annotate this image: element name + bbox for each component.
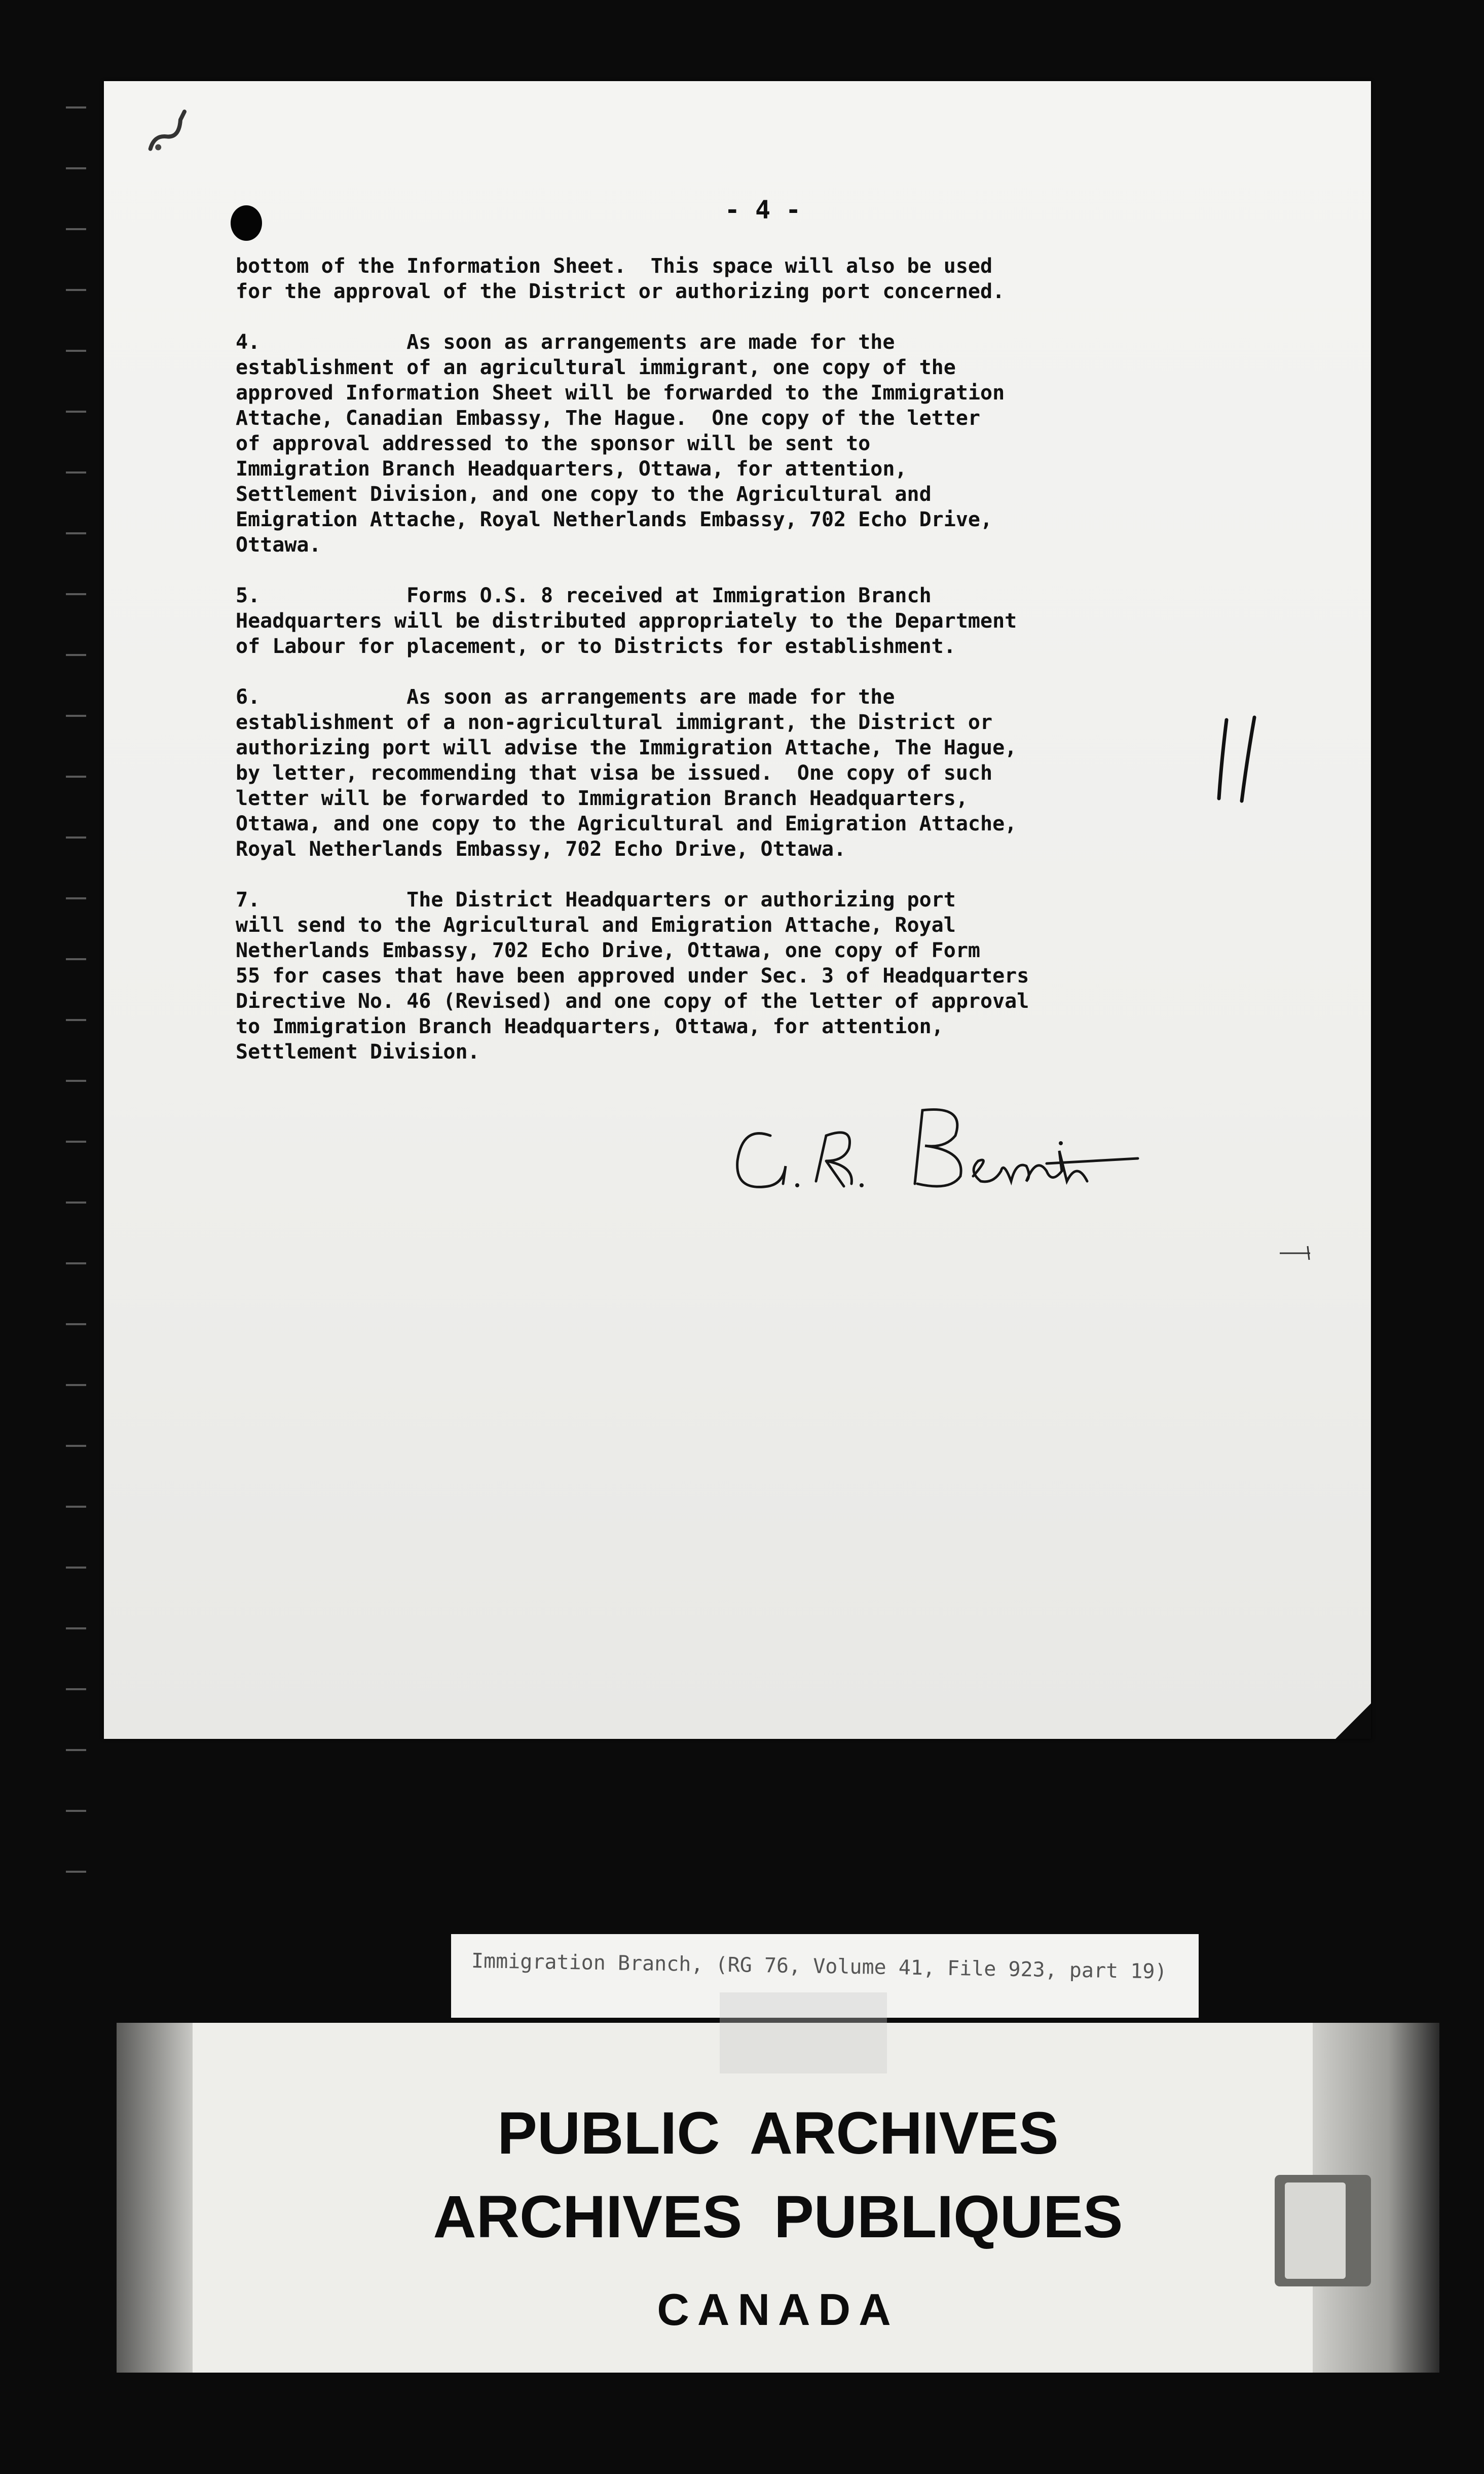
archive-title-french: ARCHIVES PUBLIQUES <box>433 2184 1123 2250</box>
page-fold <box>1335 1703 1371 1739</box>
edge-mark <box>66 106 86 108</box>
edge-mark <box>66 897 86 899</box>
margin-tick-icon <box>1280 1242 1320 1262</box>
edge-mark <box>66 532 86 534</box>
edge-mark <box>66 1445 86 1447</box>
edge-mark <box>66 289 86 291</box>
edge-mark <box>66 1506 86 1508</box>
edge-mark <box>66 167 86 169</box>
edge-mark <box>66 1688 86 1690</box>
edge-mark <box>66 715 86 717</box>
signature <box>722 1095 1148 1217</box>
reference-text: Immigration Branch, (RG 76, Volume 41, File 923, part 19) <box>471 1949 1167 1984</box>
paragraph-continuation: bottom of the Information Sheet. This space will also be used for the approval of the District or authorizing port concerned. <box>236 254 1005 303</box>
edge-mark <box>66 1384 86 1386</box>
tape-strip <box>720 1992 887 2073</box>
edge-mark <box>66 958 86 960</box>
edge-mark <box>66 1262 86 1264</box>
ink-smudge-icon <box>138 105 201 159</box>
edge-mark <box>66 228 86 230</box>
document-page <box>104 81 1371 1739</box>
handwritten-tick-icon <box>1209 710 1265 806</box>
edge-mark <box>66 350 86 352</box>
paragraph-6: 6. As soon as arrangements are made for the establishment of a non-agricultural immigrant, the District or authorizing port will advise the Immigration Attache, The Hague, by letter, recommending that visa be issued. One copy of such letter will be forwarded to Immigration Branch Headquarters, Ottawa, and one copy to the Agricultural and Emigration Attache, Royal Netherlands Embassy, 702 Echo Drive, Ottawa. <box>236 685 1017 861</box>
edge-mark <box>66 1323 86 1325</box>
edge-mark <box>66 593 86 595</box>
edge-mark <box>66 1810 86 1812</box>
edge-mark <box>66 1627 86 1629</box>
edge-mark <box>66 1749 86 1751</box>
edge-mark <box>66 1871 86 1873</box>
paragraph-7: 7. The District Headquarters or authorizing port will send to the Agricultural and Emigration Attache, Royal Netherlands Embassy, 702 Echo Drive, Ottawa, one copy of Form 55 for cases that have been approved under Sec. 3 of Headquarters Directive No. 46 (Revised) and one copy of the letter of approval to Immigration Branch Headquarters, Ottawa, for attention, Settlement Division. <box>236 888 1029 1064</box>
paragraph-4: 4. As soon as arrangements are made for the establishment of an agricultural immigrant, one copy of the approved Information Sheet will be forwarded to the Immigration Attache, Canadian Embassy, The Hague. One copy of the letter of approval addressed to the sponsor will be sent to Immigration Branch Headquarters, Ottawa, for attention, Settlement Division, and one copy to the Agricultural and Emigration Attache, Royal Netherlands Embassy, 702 Echo Drive, Ottawa. <box>236 331 1005 557</box>
edge-mark <box>66 1080 86 1082</box>
archive-card <box>117 2023 1439 2373</box>
edge-mark <box>66 836 86 839</box>
edge-mark <box>66 1141 86 1143</box>
page-number: - 4 - <box>724 195 801 225</box>
archive-country: CANADA <box>657 2284 899 2335</box>
edge-mark <box>66 1202 86 1204</box>
paragraph-5: 5. Forms O.S. 8 received at Immigration Branch Headquarters will be distributed appropriately to the Department of Labour for placement, or to Districts for establishment. <box>236 584 1017 658</box>
edge-mark <box>66 1019 86 1021</box>
film-edge-marks <box>0 0 101 2474</box>
edge-mark <box>66 411 86 413</box>
archive-title-english: PUBLIC ARCHIVES <box>497 2100 1059 2167</box>
edge-mark <box>66 654 86 656</box>
punch-hole <box>231 205 262 241</box>
edge-mark <box>66 471 86 474</box>
edge-mark <box>66 1567 86 1569</box>
edge-mark <box>66 776 86 778</box>
